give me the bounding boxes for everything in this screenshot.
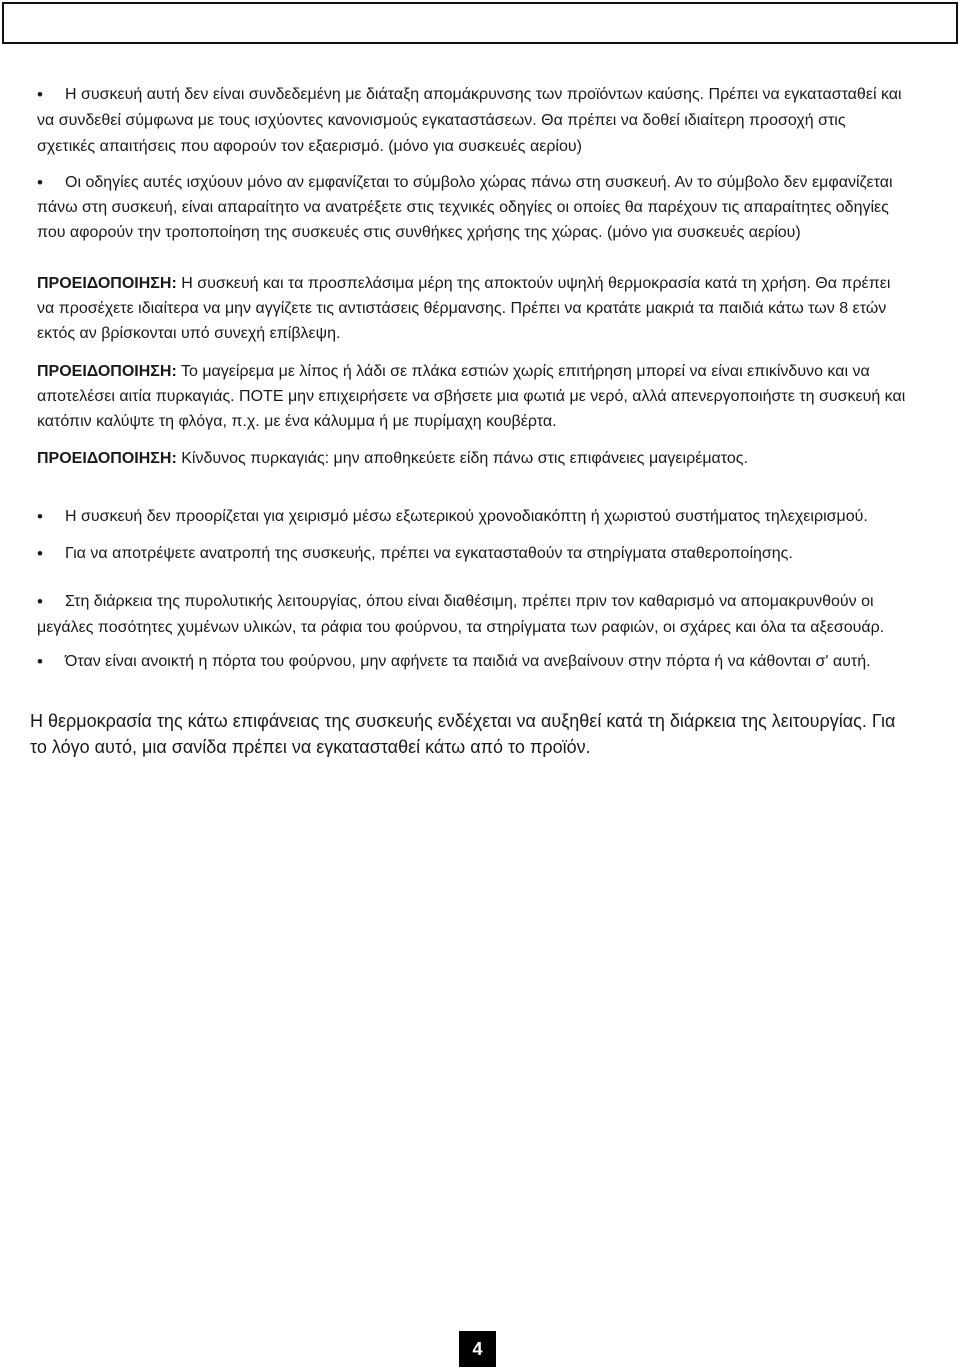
bullet-item-timer xyxy=(37,504,907,530)
bullet-text: Για να αποτρέψετε ανατροπή της συσκευής, πρέπει να εγκατασταθούν τα στηρίγματα σταθεροποίησης. xyxy=(65,545,793,562)
bullet-item-pyrolytic xyxy=(37,589,907,641)
warning-label: ΠΡΟΕΙΔΟΠΟΙΗΣΗ: xyxy=(37,450,177,467)
warning-text: Η συσκευή και τα προσπελάσιμα μέρη της αποκτούν υψηλή θερμοκρασία κατά τη χρήση. Θα πρέπει να προσέχετε ιδιαίτερα να μην αγγίζετε τις αντιστάσεις θέρμανσης. Πρέπει να κρατάτε μακριά τα παιδιά κάτω των 8 ετών εκτός αν βρίσκονται υπό συνεχή επίβλεψη. xyxy=(37,275,891,342)
warning-fire-storage xyxy=(37,446,907,471)
bullet-text: Η συσκευή δεν προορίζεται για χειρισμό μέσω εξωτερικού χρονοδιακόπτη ή χωριστού συστήματος τηλεχειρισμού. xyxy=(65,508,868,525)
bullet-text: Η συσκευή αυτή δεν είναι συνδεδεμένη με διάταξη απομάκρυνσης των προϊόντων καύσης. Πρέπει να εγκατασταθεί και να συνδεθεί σύμφωνα με τους ισχύοντες κανονισμούς εγκαταστάσεων. Θα πρέπει να δοθεί ιδιαίτερη προσοχή στις σχετικές απαιτήσεις που αφορούν τον εξαερισμό. (μόνο για συσκευές αερίου) xyxy=(37,86,902,155)
bullet-item-stabilizers xyxy=(37,541,907,567)
bullet-item-oven-door xyxy=(37,649,907,675)
bullet-item-exhaust xyxy=(37,82,907,160)
bullet-icon: • xyxy=(37,592,43,611)
bullet-text: Όταν είναι ανοικτή η πόρτα του φούρνου, μην αφήνετε τα παιδιά να ανεβαίνουν στην πόρτα ή να κάθονται σ' αυτή. xyxy=(65,653,871,670)
warning-text: Κίνδυνος πυρκαγιάς: μην αποθηκεύετε είδη πάνω στις επιφάνειες μαγειρέματος. xyxy=(181,450,748,467)
bottom-surface-note: Η θερμοκρασία της κάτω επιφάνειας της συσκευής ενδέχεται να αυξηθεί κατά τη διάρκεια της λειτουργίας. Για το λόγο αυτό, μια σανίδα πρέπει να εγκατασταθεί κάτω από το προϊόν. xyxy=(30,711,896,757)
safety-instructions xyxy=(30,82,907,760)
page-number: 4 xyxy=(459,1331,496,1367)
bullet-text: Στη διάρκεια της πυρολυτικής λειτουργίας, όπου είναι διαθέσιμη, πρέπει πριν τον καθαρισμό να απομακρυνθούν οι μεγάλες ποσότητες χυμένων υλικών, τα ράφια του φούρνου, τα στηρίγματα των ραφιών, οι σχάρες και όλα τα αξεσουάρ. xyxy=(37,593,885,636)
bullet-icon: • xyxy=(37,173,43,192)
warning-hot-parts xyxy=(37,271,907,346)
bullet-text: Οι οδηγίες αυτές ισχύουν μόνο αν εμφανίζεται το σύμβολο χώρας πάνω στη συσκευή. Αν το σύμβολο δεν εμφανίζεται πάνω στη συσκευή, είναι απαραίτητο να ανατρέξετε στις τεχνικές οδηγίες οι οποίες θα παρέχουν τις απαραίτητες οδηγίες που αφορούν την τροποποίηση της συσκευές στις συνθήκες χρήσης της χώρας. (μόνο για συσκευές αερίου) xyxy=(37,174,893,241)
bullet-icon: • xyxy=(37,544,43,563)
warning-label: ΠΡΟΕΙΔΟΠΟΙΗΣΗ: xyxy=(37,363,177,380)
warning-text: Το μαγείρεμα με λίπος ή λάδι σε πλάκα εστιών χωρίς επιτήρηση μπορεί να είναι επικίνδυνο και να αποτελέσει αιτία πυρκαγιάς. ΠΟΤΕ μην επιχειρήσετε να σβήσετε μια φωτιά με νερό, αλλά απενεργοποιήστε τη συσκευή και κατόπιν καλύψτε τη φλόγα, π.χ. με ένα κάλυμμα ή με πυρίμαχη κουβέρτα. xyxy=(37,363,906,430)
warning-oil-fire xyxy=(37,359,907,434)
bullet-icon: • xyxy=(37,85,43,104)
warning-label: ΠΡΟΕΙΔΟΠΟΙΗΣΗ: xyxy=(37,275,177,292)
bullet-item-country-symbol xyxy=(37,170,907,245)
bullet-icon: • xyxy=(37,652,43,671)
bullet-icon: • xyxy=(37,507,43,526)
page-header-frame xyxy=(2,2,958,44)
